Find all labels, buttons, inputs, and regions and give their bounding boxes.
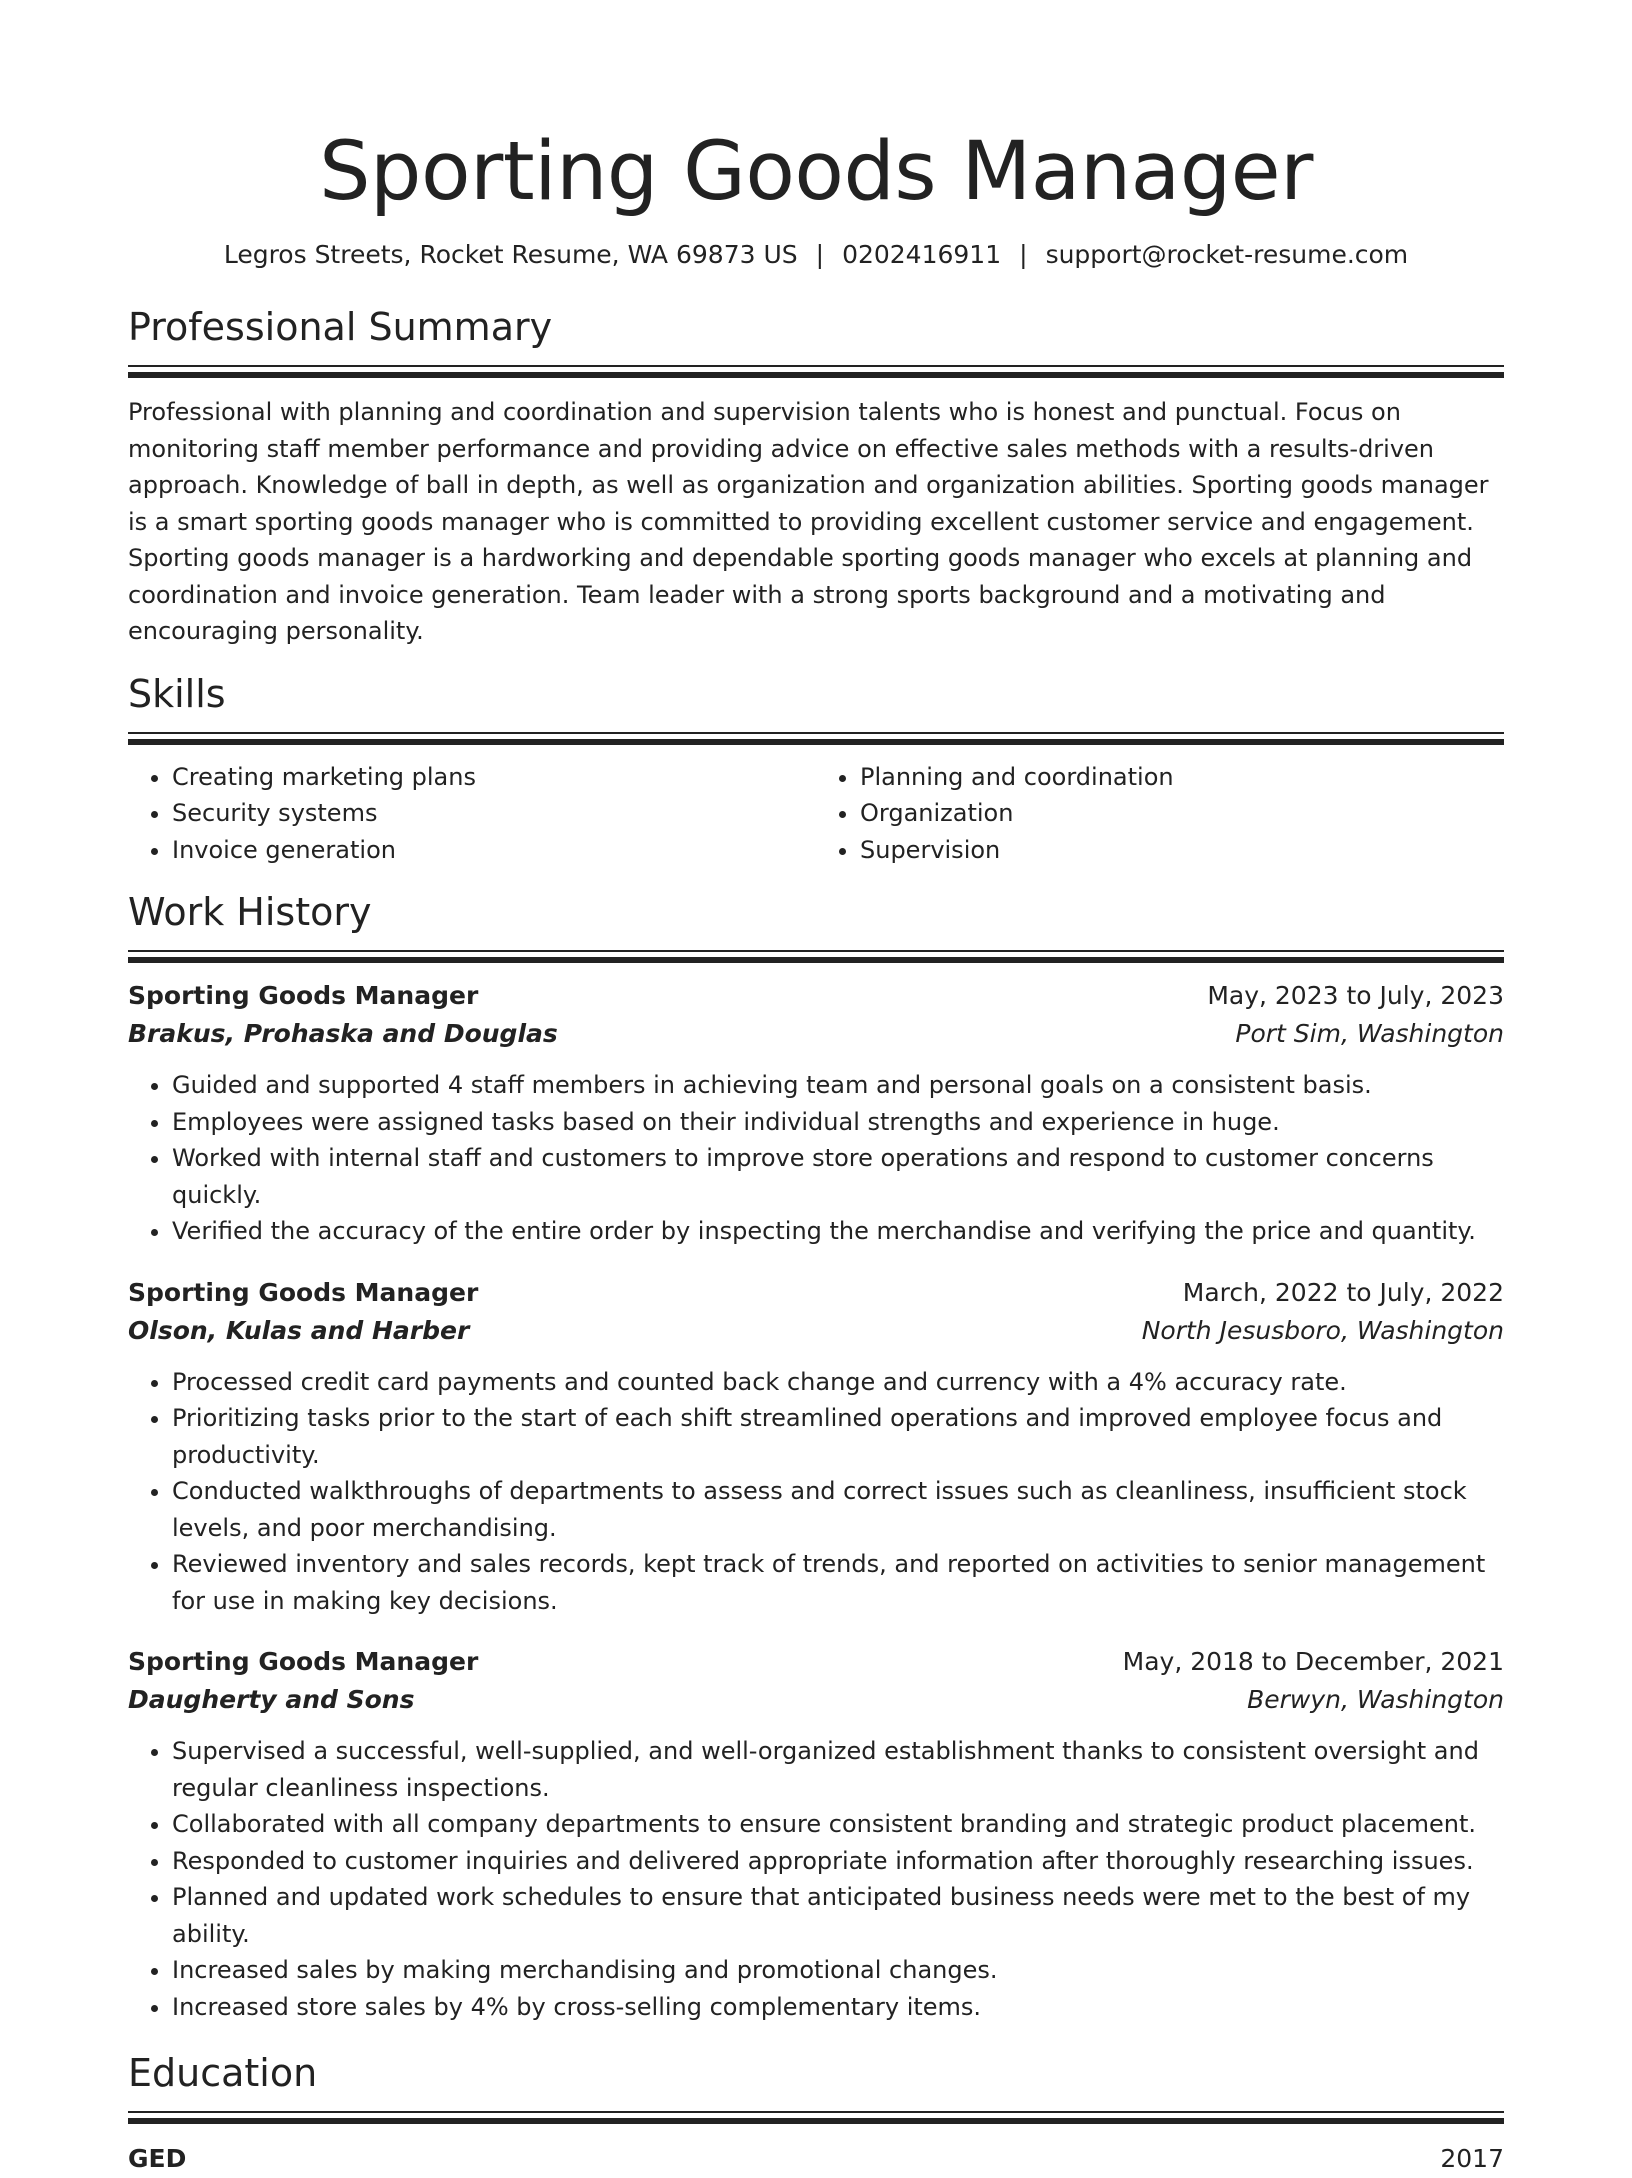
job-title: Sporting Goods Manager	[128, 1277, 479, 1307]
job-header	[128, 1274, 1504, 1312]
job-bullet: • Collaborated with all company departments to ensure consistent branding and strategic product placement.	[172, 1806, 1504, 1843]
section-divider	[128, 365, 1504, 378]
skills-columns	[128, 759, 1504, 869]
job-bullet: • Employees were assigned tasks based on their individual strengths and experience in huge.	[172, 1104, 1504, 1141]
job-entry	[128, 1274, 1504, 1620]
education-section	[128, 2049, 1504, 2178]
job-bullet: • Supervised a successful, well-supplied, and well-organized establishment thanks to consistent oversight and regular cleanliness inspections.	[172, 1733, 1504, 1806]
job-title: Sporting Goods Manager	[128, 1647, 479, 1676]
job-entry	[128, 1643, 1504, 2025]
job-bullet: • Worked with internal staff and customers to improve store operations and respond to customer concerns quickly.	[172, 1140, 1504, 1213]
job-subheader	[128, 1015, 1504, 1053]
skills-list-right	[816, 759, 1504, 869]
section-divider	[128, 950, 1504, 963]
job-entry	[128, 977, 1504, 1250]
work-section	[128, 888, 1504, 2025]
skill-item: • Supervision	[860, 832, 1504, 869]
job-dates: May, 2023 to July, 2023	[1207, 981, 1504, 1010]
skill-item: • Creating marketing plans	[172, 759, 816, 796]
summary-section	[128, 303, 1504, 650]
job-bullet: • Guided and supported 4 staff members in achieving team and personal goals on a consistent basis.	[172, 1067, 1504, 1104]
skill-item: • Organization	[860, 795, 1504, 832]
education-year: 2017	[1440, 2144, 1504, 2173]
contact-line	[128, 237, 1504, 273]
job-bullets	[128, 1067, 1504, 1250]
resume-page	[128, 0, 1504, 2178]
job-location: Port Sim, Washington	[1235, 1019, 1504, 1048]
job-location: Berwyn, Washington	[1247, 1685, 1504, 1714]
resume-name: Sporting Goods Manager	[319, 125, 1313, 219]
job-bullet: • Increased sales by making merchandising and promotional changes.	[172, 1952, 1504, 1989]
section-title-education: Education	[128, 2051, 318, 2095]
section-title-work: Work History	[128, 890, 372, 934]
skills-section	[128, 670, 1504, 869]
job-company: Olson, Kulas and Harber	[128, 1315, 470, 1345]
section-divider	[128, 2111, 1504, 2124]
education-degree: GED	[128, 2144, 187, 2173]
job-bullets	[128, 1364, 1504, 1620]
job-bullet: • Reviewed inventory and sales records, kept track of trends, and reported on activities to senior management for use in making key decisions.	[172, 1546, 1504, 1619]
job-dates: March, 2022 to July, 2022	[1182, 1277, 1504, 1307]
job-subheader	[128, 1312, 1504, 1350]
skills-list-left	[128, 759, 816, 869]
contact-email: support@rocket-resume.com	[1045, 240, 1409, 269]
job-bullet: • Conducted walkthroughs of departments to assess and correct issues such as cleanliness, insufficient stock levels, and poor merchandising.	[172, 1473, 1504, 1546]
education-entry	[128, 2140, 1504, 2178]
section-title-summary: Professional Summary	[128, 305, 553, 349]
job-bullets	[128, 1733, 1504, 2025]
job-header	[128, 977, 1504, 1015]
job-company: Brakus, Prohaska and Douglas	[128, 1019, 558, 1048]
section-divider	[128, 732, 1504, 745]
contact-phone: 0202416911	[842, 240, 1002, 269]
contact-separator: |	[1019, 240, 1028, 269]
skill-item: • Invoice generation	[172, 832, 816, 869]
contact-address: Legros Streets, Rocket Resume, WA 69873 US	[223, 240, 798, 269]
skill-item: • Planning and coordination	[860, 759, 1504, 796]
job-bullet: • Verified the accuracy of the entire order by inspecting the merchandise and verifying the price and quantity.	[172, 1213, 1504, 1250]
job-bullet: • Responded to customer inquiries and delivered appropriate information after thoroughly researching issues.	[172, 1843, 1504, 1880]
job-subheader	[128, 1681, 1504, 1719]
job-location: North Jesusboro, Washington	[1141, 1315, 1504, 1345]
job-bullet: • Increased store sales by 4% by cross-selling complementary items.	[172, 1989, 1504, 2026]
job-bullet: • Planned and updated work schedules to ensure that anticipated business needs were met to the best of my ability.	[172, 1879, 1504, 1952]
contact-separator: |	[815, 240, 825, 269]
job-company: Daugherty and Sons	[128, 1685, 415, 1714]
job-dates: May, 2018 to December, 2021	[1122, 1647, 1504, 1676]
summary-text: Professional with planning and coordination and supervision talents who is honest and punctual. Focus on monitoring staff member performance and providing advice on effective sales methods with a results-driven approach. Knowledge of ball in depth, as well as organization and organization abilities. Sporting goods manager is a smart sporting goods manager who is committed to providing excellent customer service and engagement. Sporting goods manager is a hardworking and dependable sporting goods manager who excels at planning and coordination and invoice generation. Team leader with a strong sports background and a motivating and encouraging personality.	[128, 398, 1489, 645]
job-header	[128, 1643, 1504, 1681]
section-title-skills: Skills	[128, 671, 226, 716]
job-title: Sporting Goods Manager	[128, 981, 479, 1010]
skill-item: • Security systems	[172, 795, 816, 832]
job-bullet: • Prioritizing tasks prior to the start of each shift streamlined operations and improved employee focus and productivity.	[172, 1400, 1504, 1473]
job-bullet: • Processed credit card payments and counted back change and currency with a 4% accuracy rate.	[172, 1364, 1504, 1401]
